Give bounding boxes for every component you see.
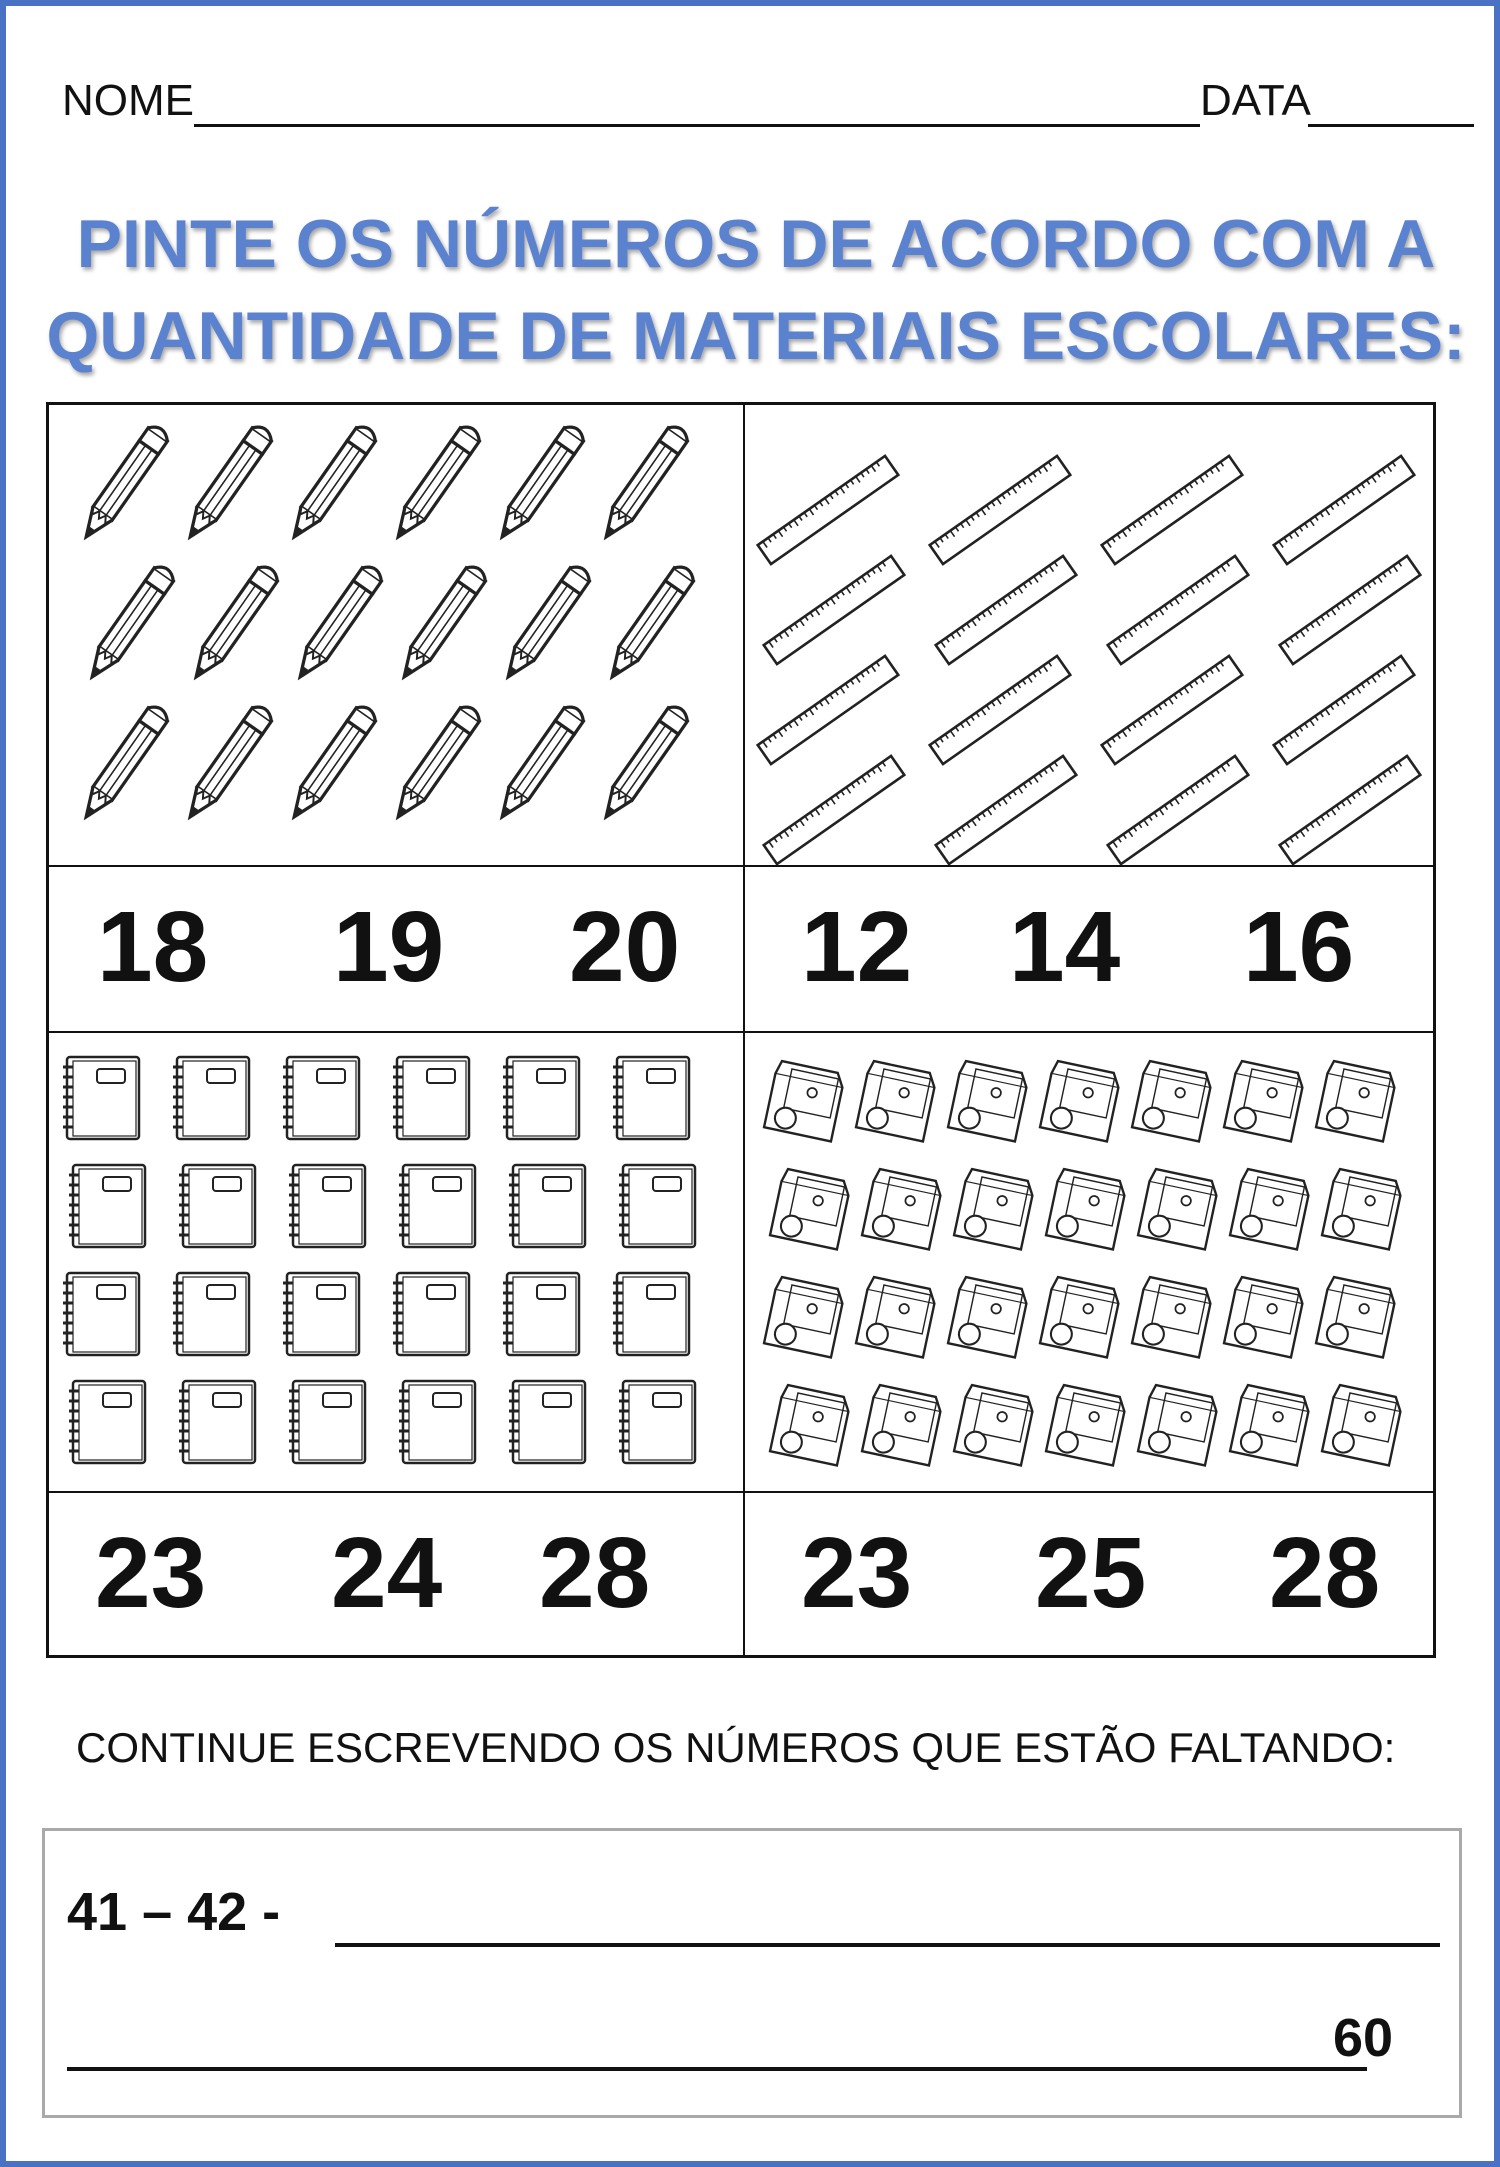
sharpener-icon	[954, 1168, 1035, 1249]
sharpener-icon	[1132, 1276, 1213, 1357]
sharpener-icon	[1316, 1060, 1397, 1141]
ruler-icon	[1108, 756, 1249, 864]
answer-row	[743, 1493, 1439, 1653]
sharpener-icon	[1316, 1276, 1397, 1357]
answer-row	[49, 1493, 743, 1653]
sequence-box	[42, 1828, 1462, 2118]
notebook-panel	[49, 1033, 743, 1491]
number-option[interactable]: 23	[95, 1517, 207, 1629]
answer-row	[49, 867, 743, 1027]
sharpener-icon	[954, 1384, 1035, 1465]
notebook-icon	[69, 1381, 145, 1463]
sharpener-icon	[770, 1168, 851, 1249]
sharpener-icon	[862, 1384, 943, 1465]
pencil-icon	[181, 703, 275, 824]
ruler-icon	[758, 656, 899, 764]
notebook-icon	[63, 1273, 139, 1355]
pencil-icon	[77, 703, 171, 824]
ruler-icon	[1280, 756, 1421, 864]
pencil-icon	[603, 563, 697, 684]
number-option[interactable]: 18	[97, 891, 209, 1003]
sharpener-icon	[770, 1384, 851, 1465]
pencil-icon	[597, 703, 691, 824]
notebook-icon	[179, 1165, 255, 1247]
date-field[interactable]	[1308, 124, 1474, 127]
pencil-icon	[493, 703, 587, 824]
sharpener-icon	[1040, 1276, 1121, 1357]
sharpener-icon	[1040, 1060, 1121, 1141]
number-option[interactable]: 20	[569, 891, 681, 1003]
notebook-icon	[283, 1057, 359, 1139]
notebook-icon	[619, 1381, 695, 1463]
number-option[interactable]: 14	[1009, 891, 1121, 1003]
sharpener-icon	[948, 1276, 1029, 1357]
notebook-icon	[503, 1057, 579, 1139]
number-option[interactable]: 28	[539, 1517, 651, 1629]
ruler-icon	[930, 656, 1071, 764]
sharpener-icon	[1138, 1384, 1219, 1465]
notebook-icon	[393, 1057, 469, 1139]
date-label: DATA	[1200, 76, 1311, 125]
pencil-icon	[187, 563, 281, 684]
notebook-icon	[69, 1165, 145, 1247]
sharpener-icon	[856, 1276, 937, 1357]
pencil-icon	[389, 423, 483, 544]
ruler-icon	[930, 456, 1071, 564]
ruler-icon	[1102, 456, 1243, 564]
sharpener-icon	[948, 1060, 1029, 1141]
pencil-icon	[83, 563, 177, 684]
sharpener-icon	[764, 1276, 845, 1357]
name-label: NOME	[62, 76, 194, 125]
sequence-end: 60	[1333, 2008, 1394, 2068]
sharpener-icon	[856, 1060, 937, 1141]
notebook-icon	[613, 1057, 689, 1139]
name-field[interactable]	[194, 124, 1200, 127]
pencil-icon	[499, 563, 593, 684]
notebook-icon	[503, 1273, 579, 1355]
pencil-icon	[291, 563, 385, 684]
sharpener-icon	[1322, 1384, 1403, 1465]
notebook-icon	[509, 1381, 585, 1463]
notebook-icon	[289, 1381, 365, 1463]
sharpener-icon	[1224, 1060, 1305, 1141]
number-option[interactable]: 24	[331, 1517, 443, 1629]
number-option[interactable]: 25	[1035, 1517, 1147, 1629]
number-option[interactable]: 12	[801, 891, 913, 1003]
sharpener-icon	[1230, 1384, 1311, 1465]
sequence-start: 41 – 42 -	[67, 1882, 281, 1942]
pencil-icon	[285, 703, 379, 824]
answer-row	[743, 867, 1439, 1027]
notebook-icon	[399, 1381, 475, 1463]
ruler-icon	[1108, 556, 1249, 664]
pencil-icon	[389, 703, 483, 824]
pencil-icon	[181, 423, 275, 544]
notebook-icon	[399, 1165, 475, 1247]
notebook-icon	[173, 1273, 249, 1355]
sharpener-icon	[1046, 1168, 1127, 1249]
ruler-icon	[936, 556, 1077, 664]
pencil-icon	[77, 423, 171, 544]
ruler-icon	[764, 756, 905, 864]
notebook-icon	[179, 1381, 255, 1463]
sharpener-icon	[1132, 1060, 1213, 1141]
notebook-icon	[173, 1057, 249, 1139]
ruler-icon	[936, 756, 1077, 864]
ruler-icon	[1274, 456, 1415, 564]
ruler-panel	[743, 405, 1439, 865]
sharpener-icon	[1224, 1276, 1305, 1357]
notebook-icon	[619, 1165, 695, 1247]
ruler-icon	[758, 456, 899, 564]
pencil-icon	[597, 423, 691, 544]
notebook-icon	[509, 1165, 585, 1247]
number-option[interactable]: 28	[1269, 1517, 1381, 1629]
pencil-panel	[49, 405, 743, 865]
pencil-icon	[395, 563, 489, 684]
sharpener-icon	[862, 1168, 943, 1249]
ruler-icon	[1102, 656, 1243, 764]
sharpener-icon	[1322, 1168, 1403, 1249]
ruler-icon	[1274, 656, 1415, 764]
ruler-icon	[764, 556, 905, 664]
number-option[interactable]: 16	[1243, 891, 1355, 1003]
pencil-icon	[285, 423, 379, 544]
notebook-icon	[393, 1273, 469, 1355]
counting-grid	[46, 402, 1436, 1658]
sharpener-icon	[1230, 1168, 1311, 1249]
sharpener-icon	[764, 1060, 845, 1141]
notebook-icon	[289, 1165, 365, 1247]
number-option[interactable]: 23	[801, 1517, 913, 1629]
ruler-icon	[1280, 556, 1421, 664]
notebook-icon	[63, 1057, 139, 1139]
answer-line[interactable]	[67, 2067, 1367, 2071]
pencil-icon	[493, 423, 587, 544]
number-option[interactable]: 19	[333, 891, 445, 1003]
notebook-icon	[613, 1273, 689, 1355]
sharpener-panel	[743, 1033, 1439, 1491]
answer-line[interactable]	[335, 1943, 1440, 1947]
notebook-icon	[283, 1273, 359, 1355]
sharpener-icon	[1138, 1168, 1219, 1249]
instruction-text: CONTINUE ESCREVENDO OS NÚMEROS QUE ESTÃO FALTANDO:	[76, 1724, 1396, 1771]
page-title: PINTE OS NÚMEROS DE ACORDO COM A QUANTIDADE DE MATERIAIS ESCOLARES:	[46, 206, 1466, 374]
header	[62, 76, 1422, 136]
sharpener-icon	[1046, 1384, 1127, 1465]
